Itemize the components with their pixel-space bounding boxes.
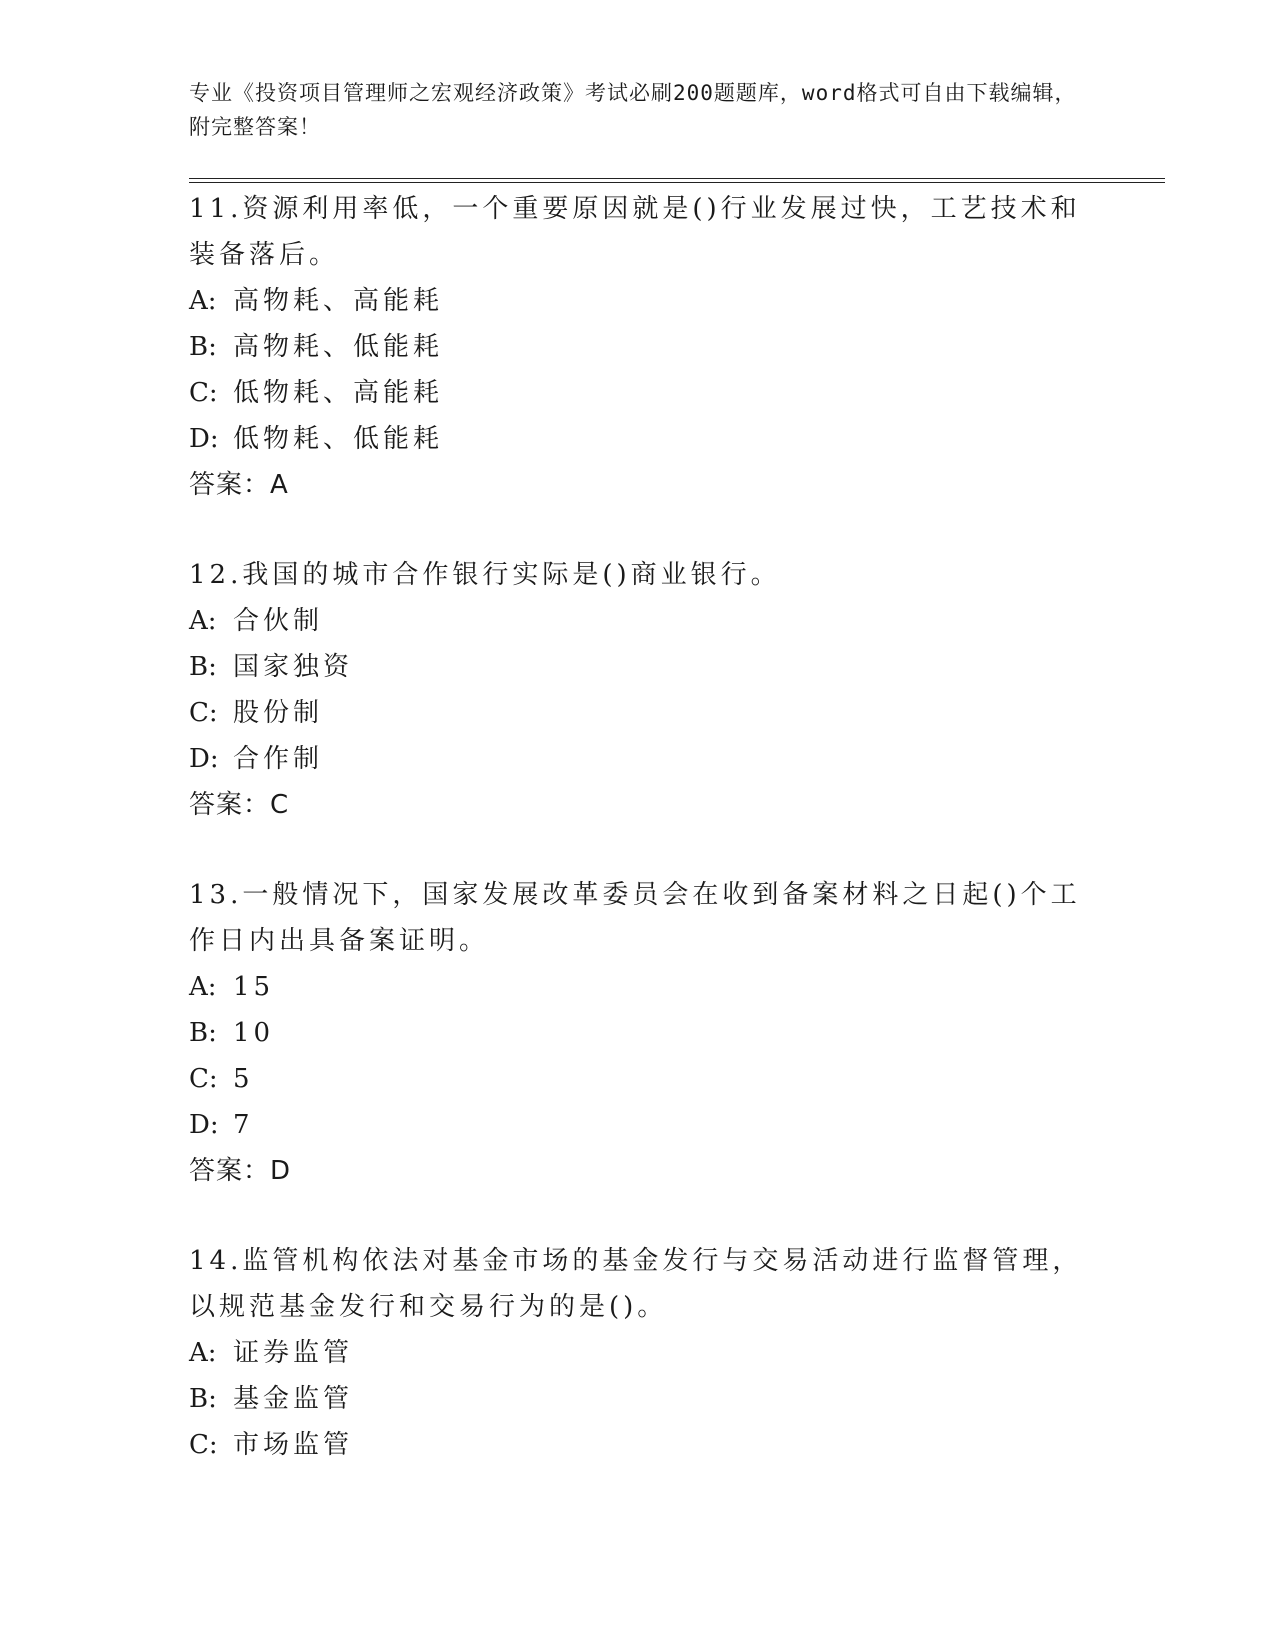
option-text: 高物耗、高能耗	[233, 286, 444, 316]
option-a	[189, 598, 1089, 644]
option-text: 国家独资	[233, 652, 354, 682]
answer-line: 答案：C	[189, 790, 290, 820]
option-label: B:	[189, 652, 217, 682]
option-text: 基金监管	[233, 1384, 354, 1414]
question-stem: 11.资源利用率低，一个重要原因就是()行业发展过快，工艺技术和装备落后。	[189, 194, 1081, 270]
option-text: 合伙制	[233, 606, 324, 636]
option-d	[189, 416, 1089, 462]
document-header: 专业《投资项目管理师之宏观经济政策》考试必刷200题题库，word格式可自由下载编辑，附完整答案！	[189, 81, 1077, 139]
option-label: D:	[189, 744, 219, 774]
question-11	[189, 186, 1089, 508]
question-stem: 12.我国的城市合作银行实际是()商业银行。	[189, 560, 781, 590]
option-b	[189, 644, 1089, 690]
option-text: 市场监管	[233, 1430, 354, 1460]
option-a	[189, 1330, 1089, 1376]
option-label: D:	[189, 424, 219, 454]
question-stem: 13.一般情况下，国家发展改革委员会在收到备案材料之日起()个工作日内出具备案证明。	[189, 880, 1081, 956]
option-label: B:	[189, 1384, 217, 1414]
option-a	[189, 964, 1089, 1010]
option-label: A:	[189, 972, 217, 1002]
option-label: A:	[189, 1338, 217, 1368]
option-label: A:	[189, 606, 217, 636]
option-c	[189, 1422, 1089, 1468]
question-12	[189, 552, 1089, 828]
option-d	[189, 736, 1089, 782]
option-label: B:	[189, 332, 217, 362]
option-label: A:	[189, 286, 217, 316]
option-b	[189, 1376, 1089, 1422]
option-text: 股份制	[233, 698, 324, 728]
option-b	[189, 324, 1089, 370]
option-text: 证券监管	[233, 1338, 354, 1368]
option-label: C:	[189, 698, 218, 728]
question-list	[189, 186, 1089, 1512]
question-14	[189, 1238, 1089, 1468]
option-text: 低物耗、低能耗	[233, 424, 444, 454]
option-label: D:	[189, 1110, 219, 1140]
option-d	[189, 1102, 1089, 1148]
option-c	[189, 370, 1089, 416]
option-text: 7	[233, 1110, 254, 1140]
question-13	[189, 872, 1089, 1194]
option-label: C:	[189, 1430, 218, 1460]
option-b	[189, 1010, 1089, 1056]
option-label: C:	[189, 1064, 218, 1094]
option-text: 15	[233, 972, 275, 1002]
question-stem: 14.监管机构依法对基金市场的基金发行与交易活动进行监督管理，以规范基金发行和交易行为的是()。	[189, 1246, 1083, 1322]
option-text: 10	[233, 1018, 275, 1048]
option-text: 低物耗、高能耗	[233, 378, 444, 408]
option-c	[189, 690, 1089, 736]
option-text: 高物耗、低能耗	[233, 332, 444, 362]
option-label: B:	[189, 1018, 217, 1048]
header-divider	[189, 178, 1165, 183]
option-text: 合作制	[233, 744, 324, 774]
answer-line: 答案：A	[189, 470, 289, 500]
option-label: C:	[189, 378, 218, 408]
option-a	[189, 278, 1089, 324]
option-text: 5	[233, 1064, 254, 1094]
answer-line: 答案：D	[189, 1156, 292, 1186]
option-c	[189, 1056, 1089, 1102]
